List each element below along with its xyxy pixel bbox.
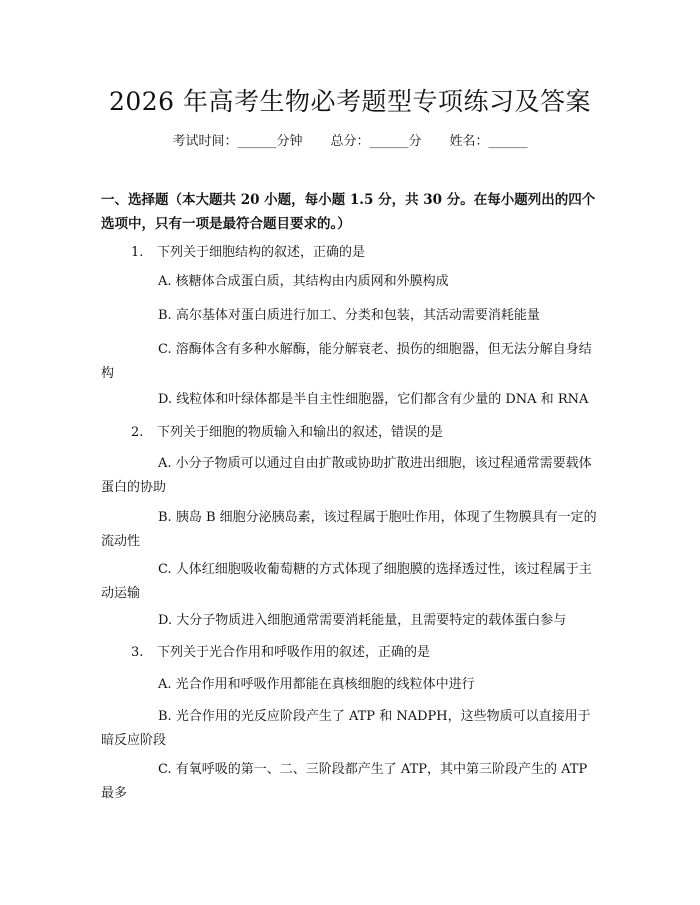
question-text: 下列关于细胞结构的叙述，正确的是 xyxy=(157,245,366,260)
question-number: 1. xyxy=(131,245,144,260)
option-text: 溶酶体含有多种水解酶，能分解衰老、损伤的细胞器，但无法分解自身结构 xyxy=(101,342,592,381)
option-letter: B. xyxy=(158,709,172,724)
option-text: 大分子物质进入细胞通常需要消耗能量，且需要特定的载体蛋白参与 xyxy=(176,613,567,628)
question-3-option-c xyxy=(101,758,598,806)
option-letter: B. xyxy=(158,510,172,525)
question-1-option-d xyxy=(101,388,598,412)
option-text: 光合作用和呼吸作用都能在真核细胞的线粒体中进行 xyxy=(175,677,475,692)
question-3-option-a xyxy=(101,673,598,697)
option-text: 光合作用的光反应阶段产生了 ATP 和 NADPH，这些物质可以直接用于暗反应阶段 xyxy=(101,709,591,748)
option-text: 人体红细胞吸收葡萄糖的方式体现了细胞膜的选择透过性，该过程属于主动运输 xyxy=(101,562,592,601)
option-text: 线粒体和叶绿体都是半自主性细胞器，它们都含有少量的 DNA 和 RNA xyxy=(176,392,589,407)
question-2-option-c xyxy=(101,558,598,606)
question-2-option-d xyxy=(101,609,598,633)
option-text: 胰岛 B 细胞分泌胰岛素，该过程属于胞吐作用，体现了生物膜具有一定的流动性 xyxy=(101,510,597,549)
question-3-stem xyxy=(131,641,591,665)
question-1-option-b xyxy=(101,304,598,328)
option-letter: D. xyxy=(158,613,173,628)
option-text: 有氧呼吸的第一、二、三阶段都产生了 ATP，其中第三阶段产生的 ATP 最多 xyxy=(101,762,588,801)
question-number: 3. xyxy=(131,645,144,660)
question-number: 2. xyxy=(131,425,144,440)
document-title: 2026 年高考生物必考题型专项练习及答案 xyxy=(108,87,592,116)
option-text: 小分子物质可以通过自由扩散或协助扩散进出细胞，该过程通常需要载体蛋白的协助 xyxy=(101,456,592,495)
option-letter: D. xyxy=(158,392,173,407)
student-name-field: 姓名：______ xyxy=(449,134,528,149)
option-letter: C. xyxy=(158,342,172,357)
option-letter: A. xyxy=(158,274,172,289)
question-2-stem xyxy=(131,421,591,445)
option-text: 高尔基体对蛋白质进行加工、分类和包装，其活动需要消耗能量 xyxy=(175,308,540,323)
question-2-option-a xyxy=(101,452,598,500)
exam-time-field: 考试时间：______分钟 xyxy=(172,134,303,149)
exam-info-line xyxy=(0,130,700,149)
total-score-field: 总分：______分 xyxy=(330,134,422,149)
option-letter: C. xyxy=(158,562,172,577)
question-1-option-a xyxy=(101,270,598,294)
question-text: 下列关于光合作用和呼吸作用的叙述，正确的是 xyxy=(157,645,431,660)
question-1-option-c xyxy=(101,338,598,386)
option-text: 核糖体合成蛋白质，其结构由内质网和外膜构成 xyxy=(175,274,449,289)
question-3-option-b xyxy=(101,705,598,753)
option-letter: A. xyxy=(158,677,172,692)
section-heading: 一、选择题（本大题共 20 小题，每小题 1.5 分，共 30 分。在每小题列出的四个选项中，只有一项是最符合题目要求的。） xyxy=(101,192,596,232)
option-letter: C. xyxy=(158,762,172,777)
question-1-stem xyxy=(131,241,591,265)
option-letter: A. xyxy=(158,456,172,471)
option-letter: B. xyxy=(158,308,172,323)
question-2-option-b xyxy=(101,506,598,554)
question-text: 下列关于细胞的物质输入和输出的叙述，错误的是 xyxy=(157,425,444,440)
